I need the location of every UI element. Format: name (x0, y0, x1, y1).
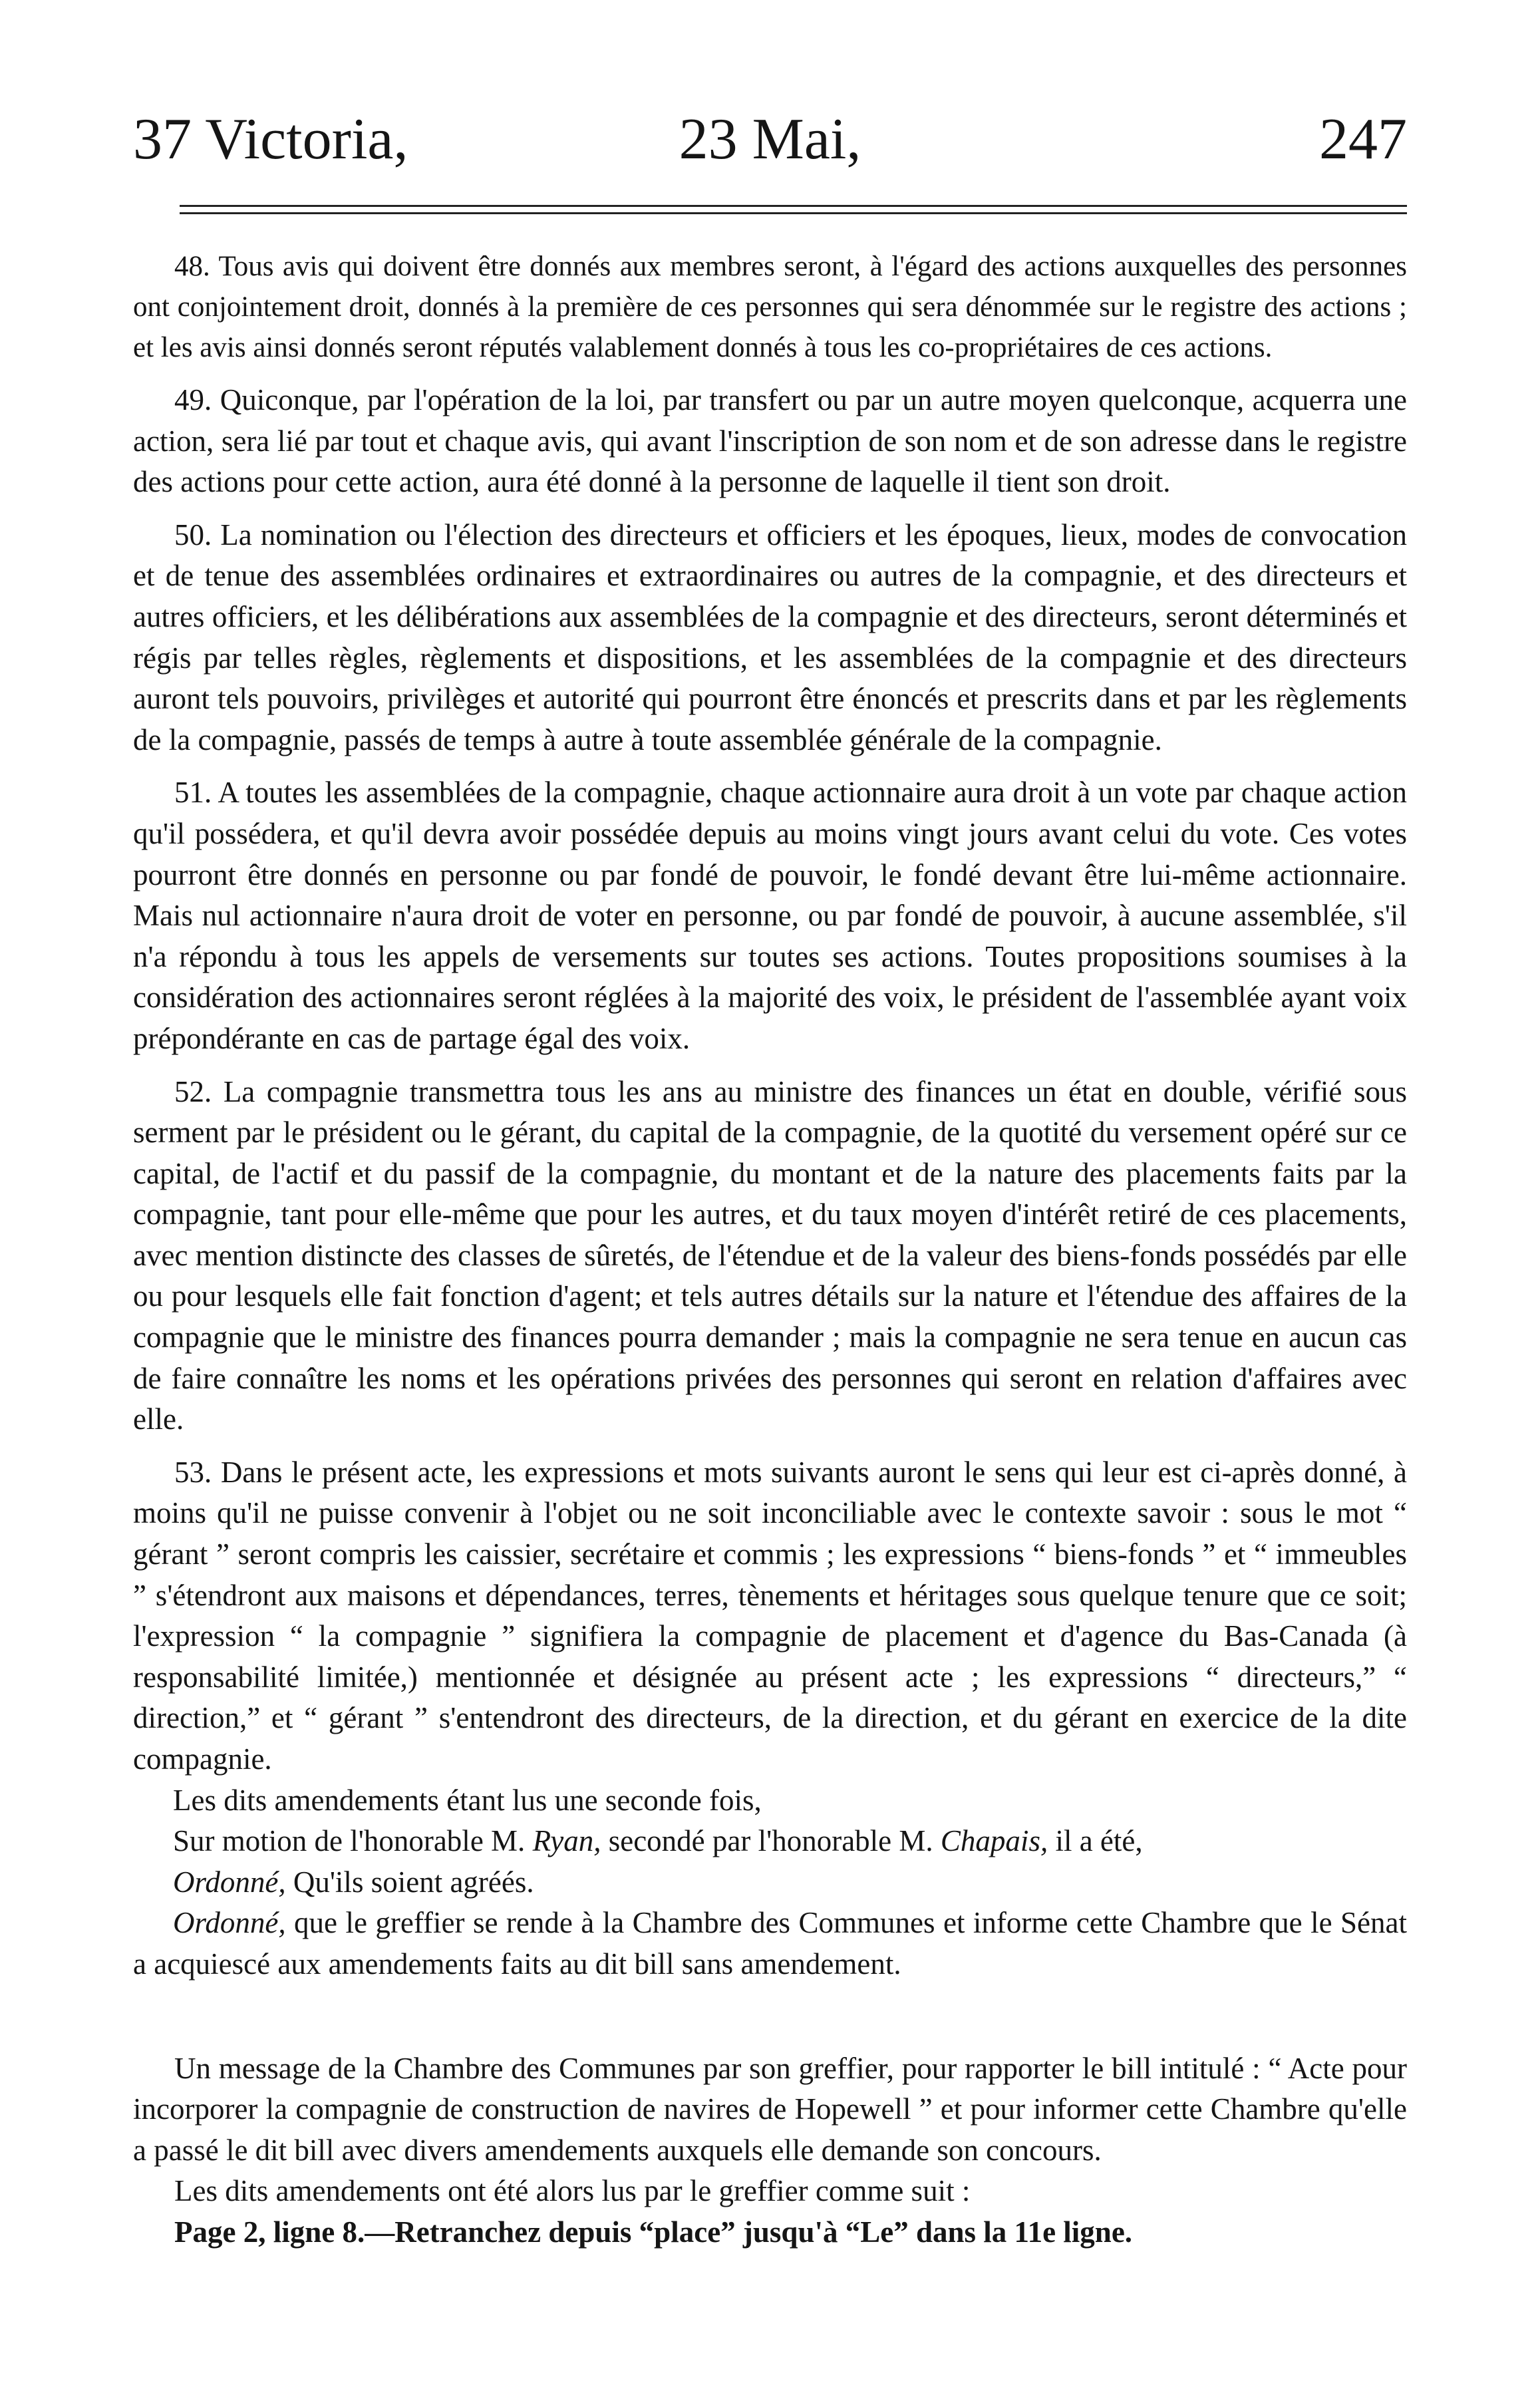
article-text: Quiconque, par l'opération de la loi, par transfert ou par un autre moyen quelconque, acquerra une action, sera lié par tout et chaque avis, qui avant l'inscription de son nom et de son adresse dans le registre des actions pour cette action, aura été donné à la personne de laquelle il tient son droit. (133, 383, 1407, 499)
header-date: 23 Mai, (679, 107, 861, 172)
article-50 (133, 515, 1407, 761)
seconder-name: Chapais, (940, 1824, 1048, 1858)
proceeding-reading: Les dits amendements étant lus une seconde fois, (173, 1783, 762, 1817)
amendment-page-2: Page 2, ligne 8.—Retranchez depuis “place” jusqu'à “Le” dans la 11e ligne. (174, 2215, 1133, 2249)
article-49 (133, 380, 1407, 503)
article-text: La nomination ou l'élection des directeurs et officiers et les époques, lieux, modes de convocation et de tenue des assemblées ordinaires et extraordinaires ou autres de la compagnie, et des directeurs et autres officiers, et les délibérations aux assemblées de la compagnie et des directeurs, seront déterminés et régis par telles règles, règlements et dispositions, et les assemblées de la compagnie et des directeurs auront tels pouvoirs, privilèges et autorité qui pourront être énoncés et prescrits dans et par les règlements de la compagnie, passés de temps à autre à toute assemblée générale de la compagnie. (133, 518, 1407, 756)
header-regnal-year: 37 Victoria, (133, 107, 408, 172)
article-text: Dans le présent acte, les expressions et mots suivants auront le sens qui leur est ci-après donné, à moins qu'il ne puisse convenir à l'objet ou ne soit inconciliable avec le contexte savoir : sous le mot “ gérant ” seront compris les caissier, secrétaire et commis ; les expressions “ biens-fonds ” et “ immeubles ” s'étendront aux maisons et dépendances, terres, tènements et héritages sous quelque tenure que ce soit; l'expression “ la compagnie ” signifiera la compagnie de placement et d'agence du Bas-Canada (à responsabilité limitée,) mentionnée et désignée au présent acte ; les expressions “ directeurs,” “ direction,” et “ gérant ” s'entendront des directeurs, de la direction, et du gérant en exercice de la dite compagnie. (133, 1455, 1407, 1776)
page-number: 247 (1319, 107, 1407, 172)
article-number: 48. (174, 251, 210, 282)
page-body (133, 246, 1407, 2253)
header-rule-bottom (180, 212, 1407, 214)
article-number: 50. (174, 518, 212, 552)
article-52 (133, 1072, 1407, 1440)
proceeding-motion: Sur motion de l'honorable M. Ryan, secondé par l'honorable M. Chapais, il a été, (173, 1824, 1143, 1858)
article-number: 51. (174, 776, 212, 810)
article-number: 52. (174, 1074, 212, 1108)
article-48 (133, 246, 1407, 368)
article-text: A toutes les assemblées de la compagnie, chaque actionnaire aura droit à un vote par chaque action qu'il possédera, et qu'il devra avoir possédée depuis au moins vingt jours avant celui du vote. Ces votes pourront être donnés en personne ou par fondé de pouvoir, le fondé devant être lui-même actionnaire. Mais nul actionnaire n'aura droit de voter en personne, ou par fondé de pouvoir, à aucune assemblée, s'il n'a répondu à tous les appels de versements sur toutes ses actions. Toutes propositions soumises à la considération des actionnaires seront réglées à la majorité des voix, le président de l'assemblée ayant voix prépondérante en cas de partage égal des voix. (133, 776, 1407, 1055)
amendments-read: Les dits amendements ont été alors lus par le greffier comme suit : (174, 2174, 971, 2208)
article-text: Tous avis qui doivent être donnés aux membres seront, à l'égard des actions auxquelles des personnes ont conjointement droit, donnés à la première de ces personnes qui sera dénommée sur le registre des actions ; et les avis ainsi donnés seront réputés valablement donnés à tous les co-propriétaires de ces actions. (133, 251, 1407, 363)
mover-name: Ryan, (532, 1824, 601, 1858)
commons-message: Un message de la Chambre des Communes par son greffier, pour rapporter le bill intitulé : “ Acte pour incorporer la compagnie de construction de navires de Hopewell ” et pour informer cette Chambre qu'elle a passé le dit bill avec divers amendements auxquels elle demande son concours. (133, 2051, 1407, 2167)
article-number: 53. (174, 1455, 212, 1489)
proceeding-order-agreed: Ordonné, Qu'ils soient agréés. (173, 1865, 534, 1899)
running-header (133, 100, 1407, 180)
header-rule-top (180, 205, 1407, 207)
article-text: La compagnie transmettra tous les ans au ministre des finances un état en double, vérifié sous serment par le président ou le gérant, du capital de la compagnie, de la quotité du versement opéré sur ce capital, de l'actif et du passif de la compagnie, du montant et de la nature des placements faits par la compagnie, tant pour elle-même que pour les autres, et du taux moyen d'intérêt retiré de ces placements, avec mention distincte des classes de sûretés, de l'étendue et de la valeur des biens-fonds possédés par elle ou pour lesquels elle fait fonction d'agent; et tels autres détails sur la nature et l'étendue des affaires de la compagnie que le ministre des finances pourra demander ; mais la compagnie ne sera tenue en aucun cas de faire connaître les noms et les opérations privées des personnes qui seront en relation d'affaires avec elle. (133, 1074, 1407, 1436)
article-53 (133, 1452, 1407, 1780)
article-51 (133, 772, 1407, 1059)
article-number: 49. (174, 383, 212, 416)
proceeding-order-clerk: Ordonné, que le greffier se rende à la Chambre des Communes et informe cette Chambre que le Sénat a acquiescé aux amendements faits au dit bill sans amendement. (133, 1906, 1407, 1981)
